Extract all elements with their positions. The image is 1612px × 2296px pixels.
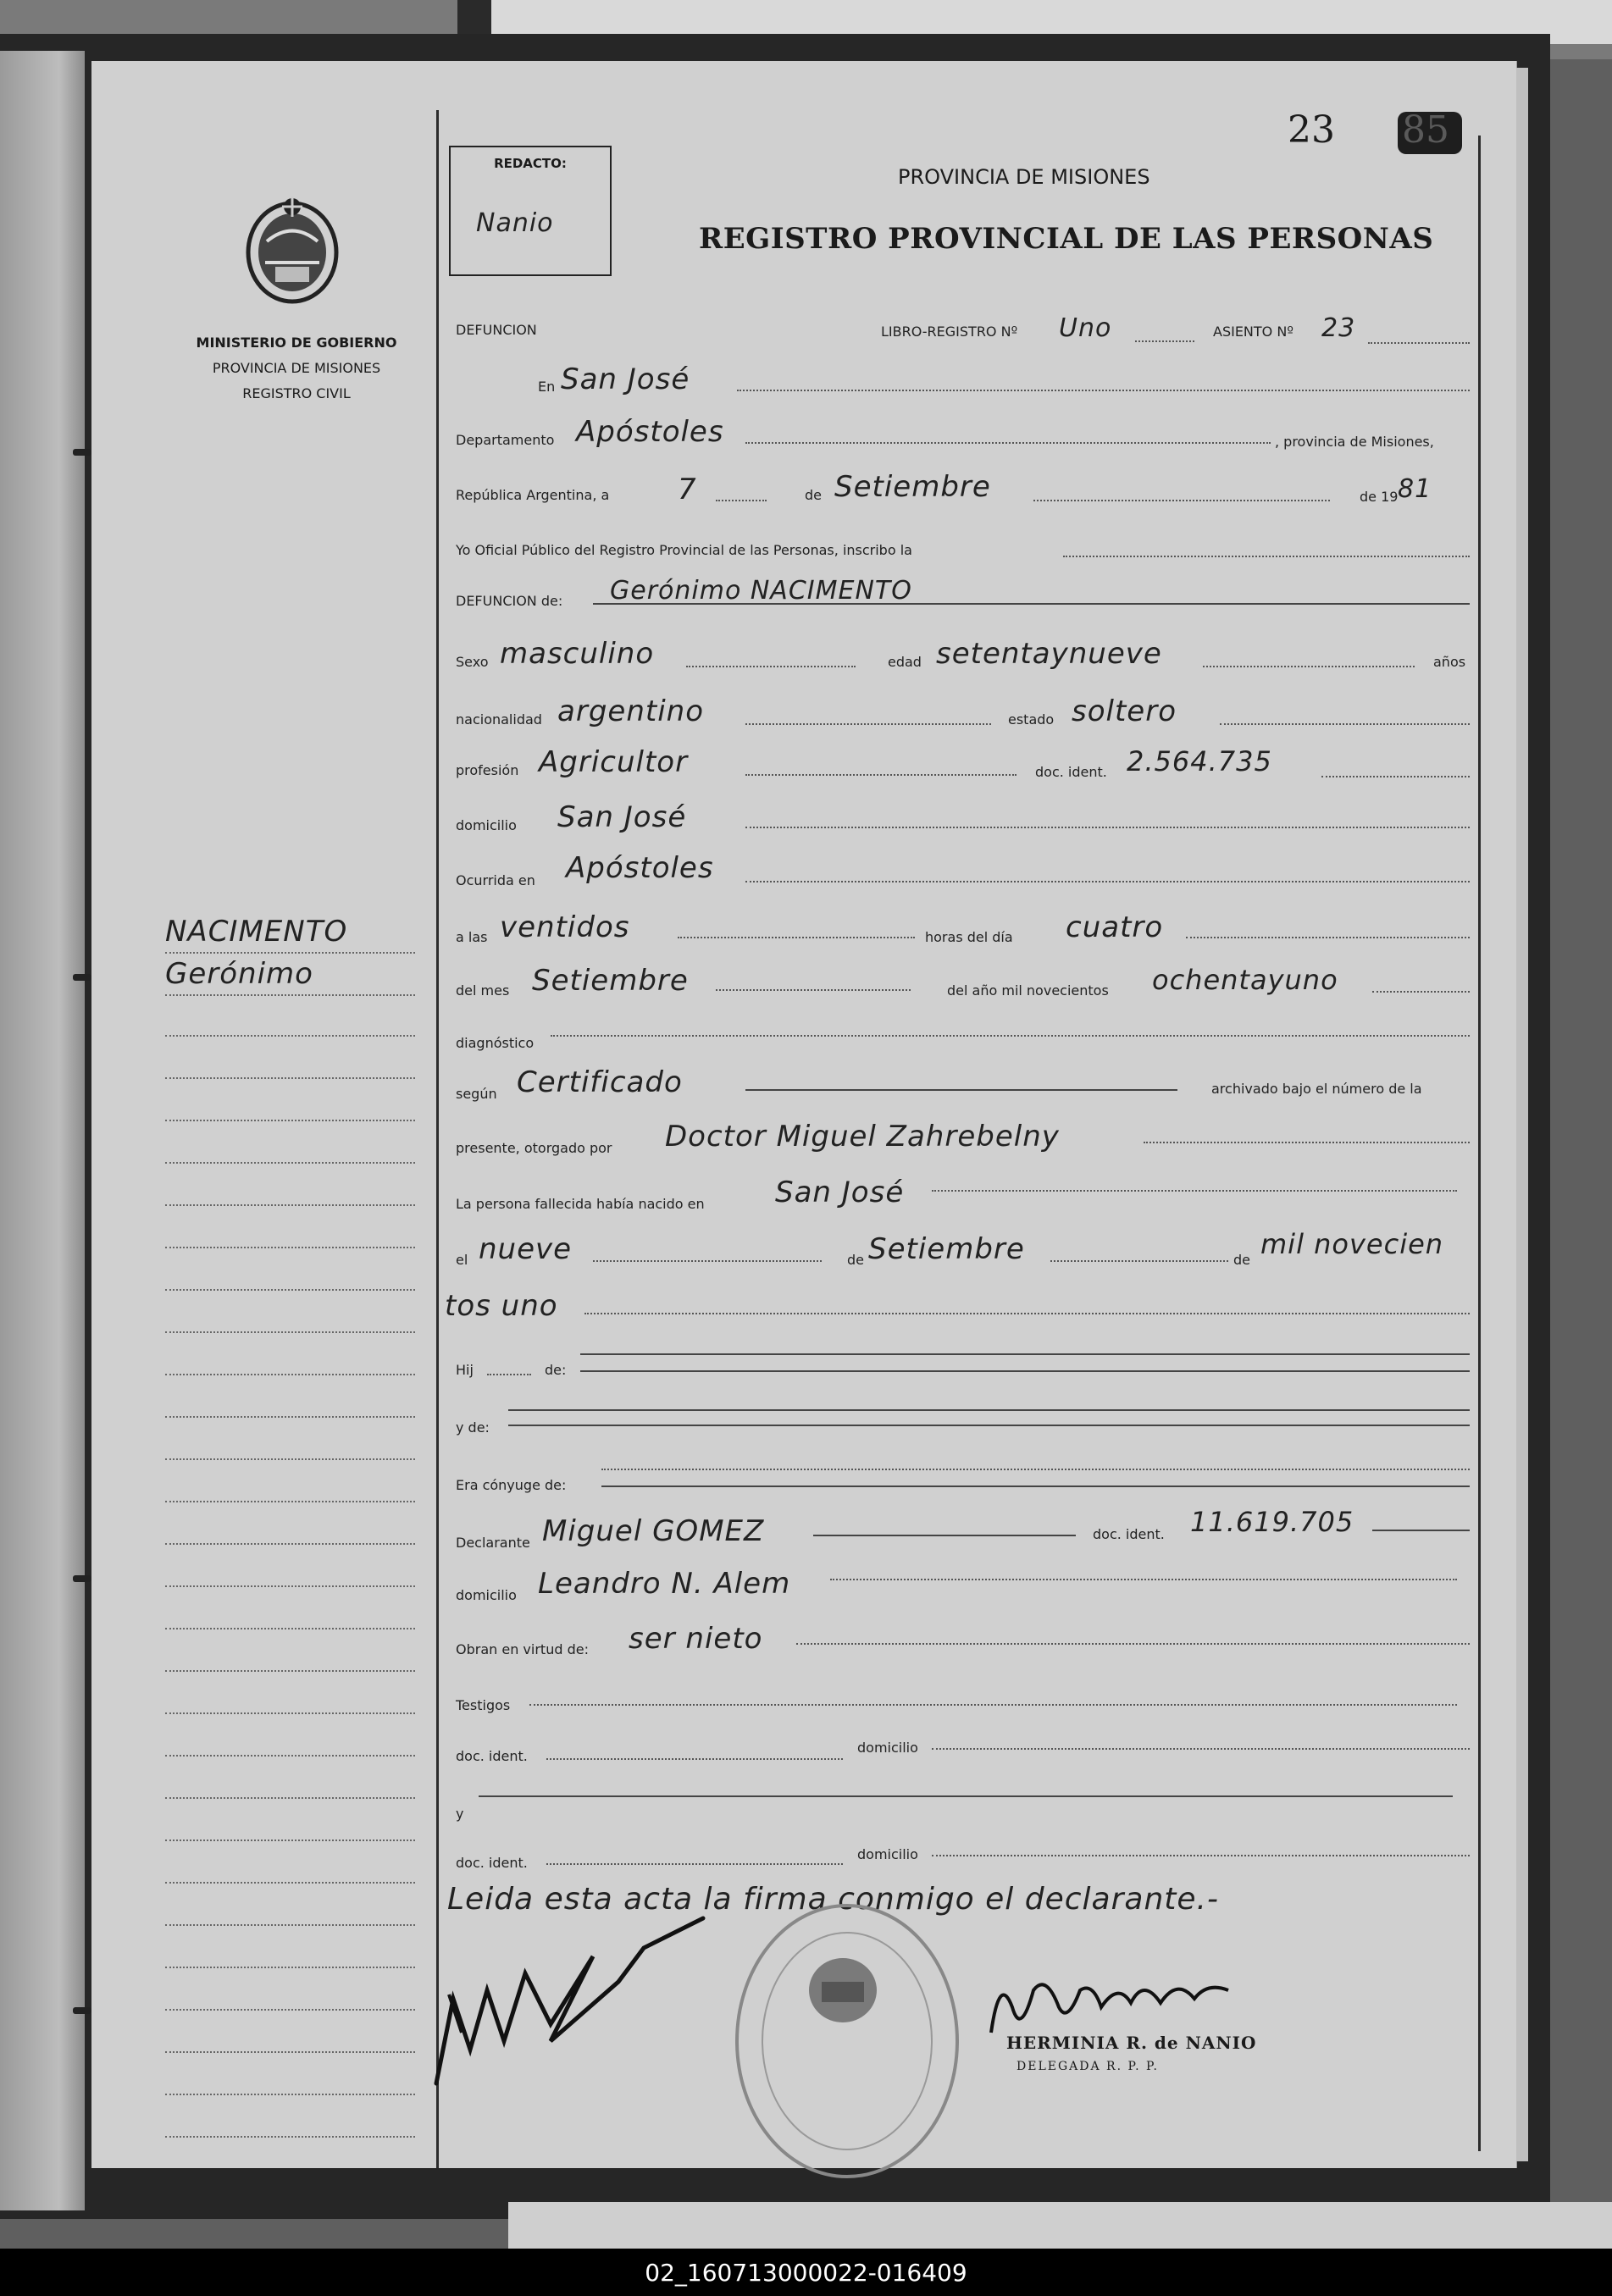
fill-line	[584, 1313, 1470, 1314]
domicilio3-label: domicilio	[857, 1740, 918, 1756]
provincia-suffix: , provincia de Misiones,	[1275, 434, 1434, 450]
margin-line	[165, 1501, 415, 1502]
fill-line	[932, 1855, 1470, 1856]
margin-line	[165, 1585, 415, 1587]
issuer-block	[169, 330, 424, 407]
ocurrida-label: Ocurrida en	[456, 872, 535, 888]
yde-label: y de:	[456, 1419, 490, 1436]
sexo-value: masculino	[500, 637, 655, 671]
estado-label: estado	[1008, 711, 1055, 728]
departamento-value: Apóstoles	[576, 415, 724, 449]
fill-line	[1372, 991, 1470, 993]
fill-line	[1372, 1530, 1470, 1531]
right-border	[1478, 136, 1481, 2151]
doc-value: 2.564.735	[1127, 745, 1272, 777]
doc2-label: doc. ident.	[1093, 1526, 1165, 1542]
de19-label: de 19	[1360, 489, 1399, 505]
fill-line	[745, 442, 1271, 444]
official-seal-icon	[724, 1897, 970, 2185]
nacido-label: La persona fallecida había nacido en	[456, 1196, 705, 1212]
image-id-bar	[0, 2249, 1612, 2296]
el-value: nueve	[479, 1232, 573, 1266]
fill-line	[529, 1704, 1457, 1706]
fill-line	[601, 1485, 1470, 1487]
margin-line	[165, 1840, 415, 1841]
margin-line	[165, 1331, 415, 1333]
fill-line	[1033, 500, 1330, 501]
profesion-value: Agricultor	[539, 745, 689, 779]
margin-line	[165, 1543, 415, 1545]
fill-line	[716, 989, 911, 991]
fill-line	[580, 1370, 1470, 1372]
anio-mil-label: del año mil novecientos	[947, 982, 1109, 999]
officer-stamp-role: DELEGADA R. P. P.	[1017, 2060, 1159, 2073]
margin-line	[165, 2094, 415, 2095]
edad-label: edad	[888, 654, 922, 670]
anio-value: 81	[1398, 474, 1432, 504]
margin-divider	[436, 110, 439, 2168]
delmes-value: Setiembre	[532, 964, 689, 998]
diagnostico-label: diagnóstico	[456, 1035, 535, 1051]
binding-edge	[0, 51, 85, 2210]
fill-line	[796, 1643, 1470, 1645]
margin-line	[165, 1162, 415, 1164]
de3-label: de	[1233, 1252, 1250, 1268]
fill-line	[508, 1409, 1470, 1411]
asiento-value: 23	[1321, 313, 1356, 343]
segun-label: según	[456, 1086, 497, 1102]
obran-value: ser nieto	[629, 1622, 763, 1656]
fill-line	[1144, 1142, 1470, 1143]
margin-given-name: Gerónimo	[165, 957, 313, 991]
margin-line	[165, 1289, 415, 1291]
fill-line	[593, 1260, 822, 1262]
fill-line	[1220, 723, 1470, 725]
fill-line	[813, 1535, 1076, 1536]
fill-line	[737, 390, 1470, 391]
presente-label: presente, otorgado por	[456, 1140, 612, 1156]
fill-line	[546, 1863, 843, 1865]
defuncion-de-label: DEFUNCION de:	[456, 593, 563, 609]
margin-line	[165, 1628, 415, 1629]
fill-line	[1050, 1260, 1228, 1262]
domicilio-value: San José	[557, 800, 687, 834]
doc-label: doc. ident.	[1035, 764, 1107, 780]
fill-line	[745, 881, 1470, 882]
fill-line	[1203, 666, 1415, 667]
mes2-value: Setiembre	[868, 1232, 1025, 1266]
signature-declarant-icon	[424, 1914, 728, 2092]
margin-line	[165, 1712, 415, 1714]
document-title: REGISTRO PROVINCIAL DE LAS PERSONAS	[699, 222, 1434, 256]
fill-line	[479, 1795, 1453, 1797]
drafter-box	[449, 146, 612, 276]
fill-line	[678, 937, 915, 938]
archivado-label: archivado bajo el número de la	[1211, 1081, 1422, 1097]
el-label: el	[456, 1252, 468, 1268]
margin-line	[165, 1755, 415, 1757]
segun-value: Certificado	[517, 1065, 683, 1099]
province-heading: PROVINCIA DE MISIONES	[898, 165, 1150, 189]
page-edge	[1516, 68, 1528, 2161]
ocurrida-value: Apóstoles	[566, 851, 714, 885]
fill-line	[1368, 342, 1470, 344]
fill-line	[487, 1374, 531, 1375]
margin-line	[165, 1247, 415, 1248]
margin-line	[165, 1670, 415, 1672]
fill-line	[686, 666, 856, 667]
closing-statement: Leida esta acta la firma conmigo el declarante.-	[447, 1882, 1219, 1917]
fill-line	[601, 1469, 1470, 1470]
fill-line	[1186, 937, 1470, 938]
registry-label: REGISTRO CIVIL	[242, 385, 351, 401]
nacionalidad-value: argentino	[557, 694, 704, 728]
fill-line	[745, 827, 1470, 828]
margin-line	[165, 1120, 415, 1121]
horas-label: horas del día	[925, 929, 1013, 945]
asiento-label: ASIENTO Nº	[1213, 324, 1293, 340]
margin-line	[165, 2051, 415, 2053]
margin-surname: NACIMENTO	[165, 915, 348, 949]
de2-label: de	[847, 1252, 864, 1268]
scan-background	[508, 2202, 1612, 2249]
fill-line	[716, 500, 767, 501]
fill-line	[1135, 340, 1194, 342]
alas-label: a las	[456, 929, 488, 945]
doc3-label: doc. ident.	[456, 1748, 528, 1764]
officer-stamp-name: HERMINIA R. de NANIO	[1006, 2033, 1257, 2053]
nacido-value: San José	[775, 1176, 905, 1209]
fill-line	[830, 1579, 1457, 1580]
margin-line	[165, 1458, 415, 1460]
estado-value: soltero	[1072, 694, 1177, 728]
fill-line	[745, 774, 1017, 776]
anio-mil-value: ochentayuno	[1152, 964, 1338, 996]
anio2-value: mil novecien	[1260, 1228, 1444, 1260]
binder-hole	[73, 974, 91, 981]
margin-line	[165, 1374, 415, 1375]
alas-value: ventidos	[500, 910, 630, 944]
drafter-label: REDACTO:	[494, 156, 567, 171]
fill-line	[546, 1758, 843, 1760]
fill-line	[580, 1353, 1470, 1355]
de-label: de	[805, 487, 822, 503]
doc2-value: 11.619.705	[1190, 1506, 1354, 1538]
declarante-value: Miguel GOMEZ	[542, 1514, 765, 1548]
domicilio2-label: domicilio	[456, 1587, 517, 1603]
hij-label: Hij	[456, 1362, 474, 1378]
en-value: San José	[561, 362, 690, 396]
fill-line	[593, 603, 1470, 605]
domicilio-label: domicilio	[456, 817, 517, 833]
presente-value: Doctor Miguel Zahrebelny	[665, 1120, 1060, 1154]
ministry-label: MINISTERIO DE GOBIERNO	[196, 335, 397, 351]
image-id: 02_160713000022-016409	[645, 2259, 967, 2287]
horas-value: cuatro	[1066, 910, 1164, 944]
margin-line	[165, 1035, 415, 1037]
oficial-text: Yo Oficial Público del Registro Provincial de las Personas, inscribo la	[456, 542, 912, 558]
fill-line	[745, 1089, 1177, 1091]
nacionalidad-label: nacionalidad	[456, 711, 542, 728]
margin-line	[165, 1924, 415, 1926]
fill-line	[745, 723, 991, 725]
fill-line	[551, 1035, 1470, 1037]
declarante-label: Declarante	[456, 1535, 530, 1551]
mes-value: Setiembre	[834, 470, 991, 504]
domicilio2-value: Leandro N. Alem	[538, 1567, 791, 1601]
record-type: DEFUNCION	[456, 322, 537, 338]
binder-hole	[73, 2007, 91, 2014]
hij-de-label: de:	[545, 1362, 567, 1378]
margin-line	[165, 2009, 415, 2011]
margin-line	[165, 1416, 415, 1418]
margin-line	[165, 994, 415, 996]
obran-label: Obran en virtud de:	[456, 1641, 589, 1657]
edad-value: setentaynueve	[936, 637, 1162, 671]
fill-line	[932, 1190, 1457, 1192]
folio-number: 23	[1288, 108, 1335, 152]
anos-label: años	[1433, 654, 1466, 670]
delmes-label: del mes	[456, 982, 510, 999]
departamento-label: Departamento	[456, 432, 555, 448]
margin-line	[165, 1797, 415, 1799]
margin-line	[165, 1967, 415, 1968]
binder-hole	[73, 449, 91, 456]
binder-hole	[73, 1575, 91, 1582]
anio2-continuation: tos uno	[445, 1289, 558, 1323]
margin-line	[165, 2136, 415, 2138]
fill-line	[1321, 776, 1470, 777]
coat-of-arms-icon	[241, 195, 343, 305]
libro-value: Uno	[1059, 313, 1112, 343]
province-label: PROVINCIA DE MISIONES	[212, 360, 381, 376]
margin-line	[165, 1077, 415, 1079]
deceased-name: Gerónimo NACIMENTO	[610, 576, 912, 606]
margin-line	[165, 952, 415, 954]
drafter-value: Nanio	[476, 208, 554, 238]
domicilio4-label: domicilio	[857, 1846, 918, 1862]
libro-label: LIBRO-REGISTRO Nº	[881, 324, 1018, 340]
fill-line	[932, 1748, 1470, 1750]
margin-line	[165, 1204, 415, 1206]
testigos-label: Testigos	[456, 1697, 511, 1713]
fill-line	[1063, 556, 1470, 557]
doc4-label: doc. ident.	[456, 1855, 528, 1871]
struck-folio-number: 85	[1402, 108, 1449, 152]
profesion-label: profesión	[456, 762, 519, 778]
margin-line	[165, 1882, 415, 1884]
sexo-label: Sexo	[456, 654, 489, 670]
en-label: En	[538, 379, 556, 395]
fill-line	[508, 1425, 1470, 1426]
republica-label: República Argentina, a	[456, 487, 610, 503]
y-label: y	[456, 1806, 464, 1822]
dia-value: 7	[678, 473, 697, 506]
conyuge-label: Era cónyuge de:	[456, 1477, 567, 1493]
